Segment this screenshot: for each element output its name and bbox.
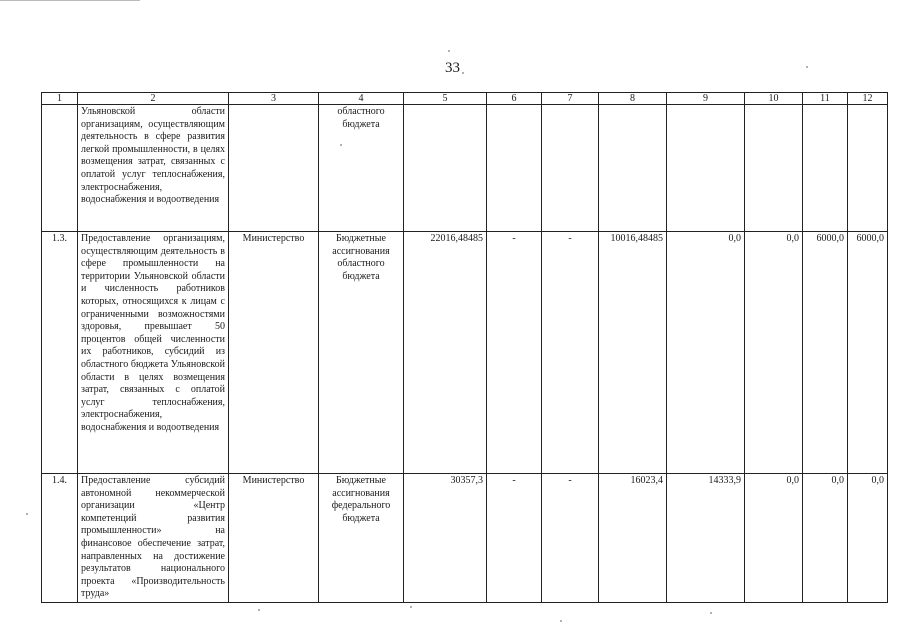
year-value-cell	[599, 105, 667, 232]
year-value-cell	[803, 105, 848, 232]
measure-description: Предоставление субсидий автономной некоммерческой организации «Центр компетенций развития промышленности» на финансовое обеспечение затрат, направленных на достижение результатов национального проекта «Производительность труда»	[78, 474, 229, 603]
executor-cell: Министерство	[229, 474, 319, 603]
column-header: 9	[667, 93, 745, 105]
year-value-cell: 10016,48485	[599, 232, 667, 474]
year-value-cell: 0,0	[848, 474, 888, 603]
executor-cell	[229, 105, 319, 232]
year-value-cell: 6000,0	[848, 232, 888, 474]
total-value-cell	[404, 105, 487, 232]
table-row	[42, 105, 888, 232]
executor-cell: Министерство	[229, 232, 319, 474]
column-header: 3	[229, 93, 319, 105]
table-row	[42, 232, 888, 474]
scan-speck	[258, 609, 260, 611]
header-row	[42, 93, 888, 105]
row-number: 1.4.	[42, 474, 78, 603]
scan-speck	[560, 620, 562, 622]
year-value-cell	[542, 105, 599, 232]
column-header: 7	[542, 93, 599, 105]
scan-speck	[340, 144, 342, 146]
column-header: 4	[319, 93, 404, 105]
column-header: 10	[745, 93, 803, 105]
year-value-cell	[667, 105, 745, 232]
column-header: 2	[78, 93, 229, 105]
total-value-cell: 22016,48485	[404, 232, 487, 474]
year-value-cell: 0,0	[745, 474, 803, 603]
scan-speck	[710, 612, 712, 614]
column-header: 11	[803, 93, 848, 105]
budget-table	[41, 92, 888, 603]
year-value-cell: 0,0	[667, 232, 745, 474]
table-row	[42, 474, 888, 603]
row-number: 1.3.	[42, 232, 78, 474]
funding-source-cell: областного бюджета	[319, 105, 404, 232]
year-value-cell	[848, 105, 888, 232]
scan-speck	[410, 606, 412, 608]
column-header: 1	[42, 93, 78, 105]
year-value-cell: -	[542, 474, 599, 603]
year-value-cell: -	[487, 474, 542, 603]
year-value-cell: 14333,9	[667, 474, 745, 603]
year-value-cell: 0,0	[803, 474, 848, 603]
column-header: 12	[848, 93, 888, 105]
total-value-cell: 30357,3	[404, 474, 487, 603]
page-number: 33	[445, 60, 460, 76]
scan-edge-line	[0, 0, 140, 1]
scan-speck	[806, 66, 808, 68]
column-header: 8	[599, 93, 667, 105]
column-header: 6	[487, 93, 542, 105]
column-header: 5	[404, 93, 487, 105]
year-value-cell: -	[487, 232, 542, 474]
year-value-cell: -	[542, 232, 599, 474]
year-value-cell: 0,0	[745, 232, 803, 474]
scan-speck	[26, 513, 28, 515]
funding-source-cell: Бюджетные ассигнования федерального бюджета	[319, 474, 404, 603]
scan-speck	[462, 72, 464, 74]
funding-source-cell: Бюджетные ассигнования областного бюджета	[319, 232, 404, 474]
measure-description: Ульяновской области организациям, осуществляющим деятельность в сфере развития легкой промышленности, в целях возмещения затрат, связанных с оплатой услуг теплоснабжения, электроснабжения, водоснабжения и водоотведения	[78, 105, 229, 232]
measure-description: Предоставление организациям, осуществляющим деятельность в сфере промышленности на территории Ульяновской области и численность работников которых, относящихся к лицам с ограниченными возможностями здоровья, превышает 50 процентов общей численности их работников, субсидий из областного бюджета Ульяновской области в целях возмещения затрат, связанных с оплатой услуг теплоснабжения, электроснабжения, водоснабжения и водоотведения	[78, 232, 229, 474]
year-value-cell	[745, 105, 803, 232]
row-number	[42, 105, 78, 232]
scan-speck	[448, 50, 450, 52]
year-value-cell: 16023,4	[599, 474, 667, 603]
year-value-cell: 6000,0	[803, 232, 848, 474]
year-value-cell	[487, 105, 542, 232]
